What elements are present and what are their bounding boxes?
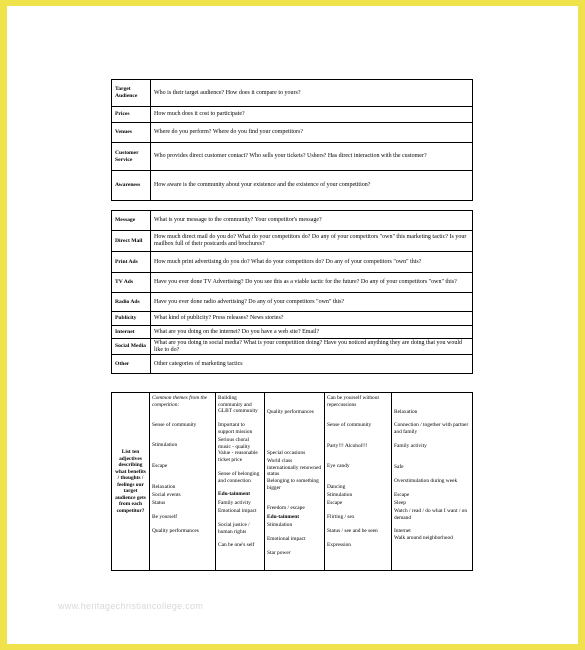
list-item: Dancing bbox=[327, 484, 346, 490]
table-row bbox=[112, 123, 473, 143]
list-item: Can be one's self bbox=[218, 542, 255, 548]
table-row bbox=[112, 211, 473, 231]
row-label: Message bbox=[112, 211, 151, 231]
row-text: Other categories of marketing tactics bbox=[151, 355, 473, 374]
row-text: What are you doing in social media? What is your competition doing? Have you noticed anything they are doing that you would like to do? bbox=[151, 339, 473, 355]
list-item: Overstimulation during week bbox=[394, 478, 458, 484]
row-text: What are you doing on the internet? Do you have a web site? Email? bbox=[151, 326, 473, 339]
row-label: Awareness bbox=[112, 171, 151, 201]
table-row bbox=[112, 312, 473, 326]
list-item: World class internationally renowned status bbox=[267, 458, 322, 477]
list-item: Sense of belonging and connection bbox=[218, 471, 260, 484]
table-row bbox=[112, 107, 473, 123]
list-item: Building community and GLBT community bbox=[218, 395, 258, 414]
list-item: Social events bbox=[152, 492, 181, 498]
table-row bbox=[112, 273, 473, 293]
row-label: Customer Service bbox=[112, 143, 151, 171]
table-row bbox=[112, 143, 473, 171]
table-row bbox=[112, 293, 473, 312]
list-item: Relaxation bbox=[394, 409, 418, 415]
row-text: How much direct mail do you do? What do your competitors do? Do any of your competitors "own" this marketing tactic? Is your mailbox full of their postcards and brochures? bbox=[151, 231, 473, 252]
competition-table-adjectives bbox=[111, 392, 473, 571]
list-item: Safe bbox=[394, 464, 404, 470]
list-item: Edu-tainment bbox=[267, 514, 300, 520]
list-item: Emotional impact bbox=[218, 508, 257, 514]
list-item: Connection / together with partner and family bbox=[394, 422, 469, 435]
adjectives-col-3 bbox=[265, 393, 325, 571]
row-text: Have you ever done TV Advertising? Do you see this as a viable tactic for the future? Do any of your competitors "own" this? bbox=[151, 273, 473, 293]
list-item: Watch / read / do what I want / on demand bbox=[394, 508, 468, 521]
row-text: Who provides direct customer contact? Who sells your tickets? Ushers? Has direct interaction with the customer? bbox=[151, 143, 473, 171]
list-item: Emotional impact bbox=[267, 536, 306, 542]
list-item: Social justice / human rights bbox=[218, 522, 250, 535]
row-label: Other bbox=[112, 355, 151, 374]
list-item: Belonging to something bigger bbox=[267, 478, 319, 491]
row-label: Direct Mail bbox=[112, 231, 151, 252]
row-label: Social Media bbox=[112, 339, 151, 355]
row-text: How much does it cost to participate? bbox=[151, 107, 473, 123]
list-item: Internet bbox=[394, 528, 411, 534]
row-text: How much print advertising do you do? What do your competitors do? Do any of your competitors "own" this? bbox=[151, 252, 473, 273]
row-label: Venues bbox=[112, 123, 151, 143]
list-item: Sleep bbox=[394, 500, 406, 506]
list-item: Quality performances bbox=[267, 409, 314, 415]
row-label: Publicity bbox=[112, 312, 151, 326]
row-text: Who is their target audience? How does it compare to yours? bbox=[151, 80, 473, 107]
list-item: Expression bbox=[327, 542, 351, 548]
row-label: TV Ads bbox=[112, 273, 151, 293]
table-row bbox=[112, 326, 473, 339]
list-item: Family activity bbox=[218, 500, 251, 506]
list-item: Special occasions bbox=[267, 450, 306, 456]
list-item: Freedom / escape bbox=[267, 505, 305, 511]
watermark: www.heritagechristiancollege.com bbox=[58, 601, 204, 611]
list-item: Relaxation bbox=[152, 484, 176, 490]
list-item: Common themes from the competition: bbox=[152, 395, 208, 408]
list-item: Sense of community bbox=[152, 422, 197, 428]
table-row bbox=[112, 231, 473, 252]
list-item: Can be yourself without repercussions bbox=[327, 395, 379, 408]
row-label: Target Audience bbox=[112, 80, 151, 107]
table-row bbox=[112, 393, 473, 571]
list-item: Stimulation bbox=[267, 522, 293, 528]
row-text: Have you ever done radio advertising? Do any of your competitors "own" this? bbox=[151, 293, 473, 312]
list-item: Stimulation bbox=[327, 492, 353, 498]
adjectives-col-4 bbox=[325, 393, 392, 571]
table-row bbox=[112, 252, 473, 273]
row-label: Radio Ads bbox=[112, 293, 151, 312]
list-item: Stimulation bbox=[152, 442, 178, 448]
list-item: Serious choral music - quality bbox=[218, 437, 251, 450]
list-item: Escape bbox=[152, 463, 168, 469]
list-item: Be yourself bbox=[152, 514, 178, 520]
list-item: Important to support mission bbox=[218, 422, 253, 435]
document-page bbox=[7, 6, 578, 644]
list-item: Walk around neighborhood bbox=[394, 535, 453, 541]
list-item: Eye candy bbox=[327, 463, 350, 469]
competition-table-marketing bbox=[111, 210, 473, 374]
row-text: What is your message to the community? Your competitor's message? bbox=[151, 211, 473, 231]
list-item: Status / see and be seen bbox=[327, 528, 378, 534]
adjectives-col-2 bbox=[216, 393, 265, 571]
row-label: Prices bbox=[112, 107, 151, 123]
adjectives-prompt: List ten adjectives describing what benefits / thoughts / feelings our target audience gets from each competitor? bbox=[112, 393, 150, 571]
row-label: Internet bbox=[112, 326, 151, 339]
list-item: Value - reasonable ticket price bbox=[218, 450, 258, 463]
adjectives-col-1 bbox=[150, 393, 216, 571]
competition-table-basics bbox=[111, 79, 473, 201]
table-row bbox=[112, 80, 473, 107]
row-text: Where do you perform? Where do you find your competitors? bbox=[151, 123, 473, 143]
list-item: Sense of community bbox=[327, 422, 372, 428]
list-item: Star power bbox=[267, 550, 291, 556]
list-item: Family activity bbox=[394, 443, 427, 449]
table-row bbox=[112, 339, 473, 355]
list-item: Party!!! Alcohol!!! bbox=[327, 443, 368, 449]
row-text: What kind of publicity? Press releases? News stories? bbox=[151, 312, 473, 326]
adjectives-col-5 bbox=[392, 393, 473, 571]
list-item: Escape bbox=[327, 500, 343, 506]
list-item: Edu-tainment bbox=[218, 491, 251, 497]
row-text: How aware is the community about your existence and the existence of your competition? bbox=[151, 171, 473, 201]
list-item: Escape bbox=[394, 492, 410, 498]
list-item: Quality performances bbox=[152, 528, 199, 534]
table-row bbox=[112, 355, 473, 374]
list-item: Flirting / sex bbox=[327, 514, 355, 520]
row-label: Print Ads bbox=[112, 252, 151, 273]
list-item: Status bbox=[152, 500, 166, 506]
table-row bbox=[112, 171, 473, 201]
